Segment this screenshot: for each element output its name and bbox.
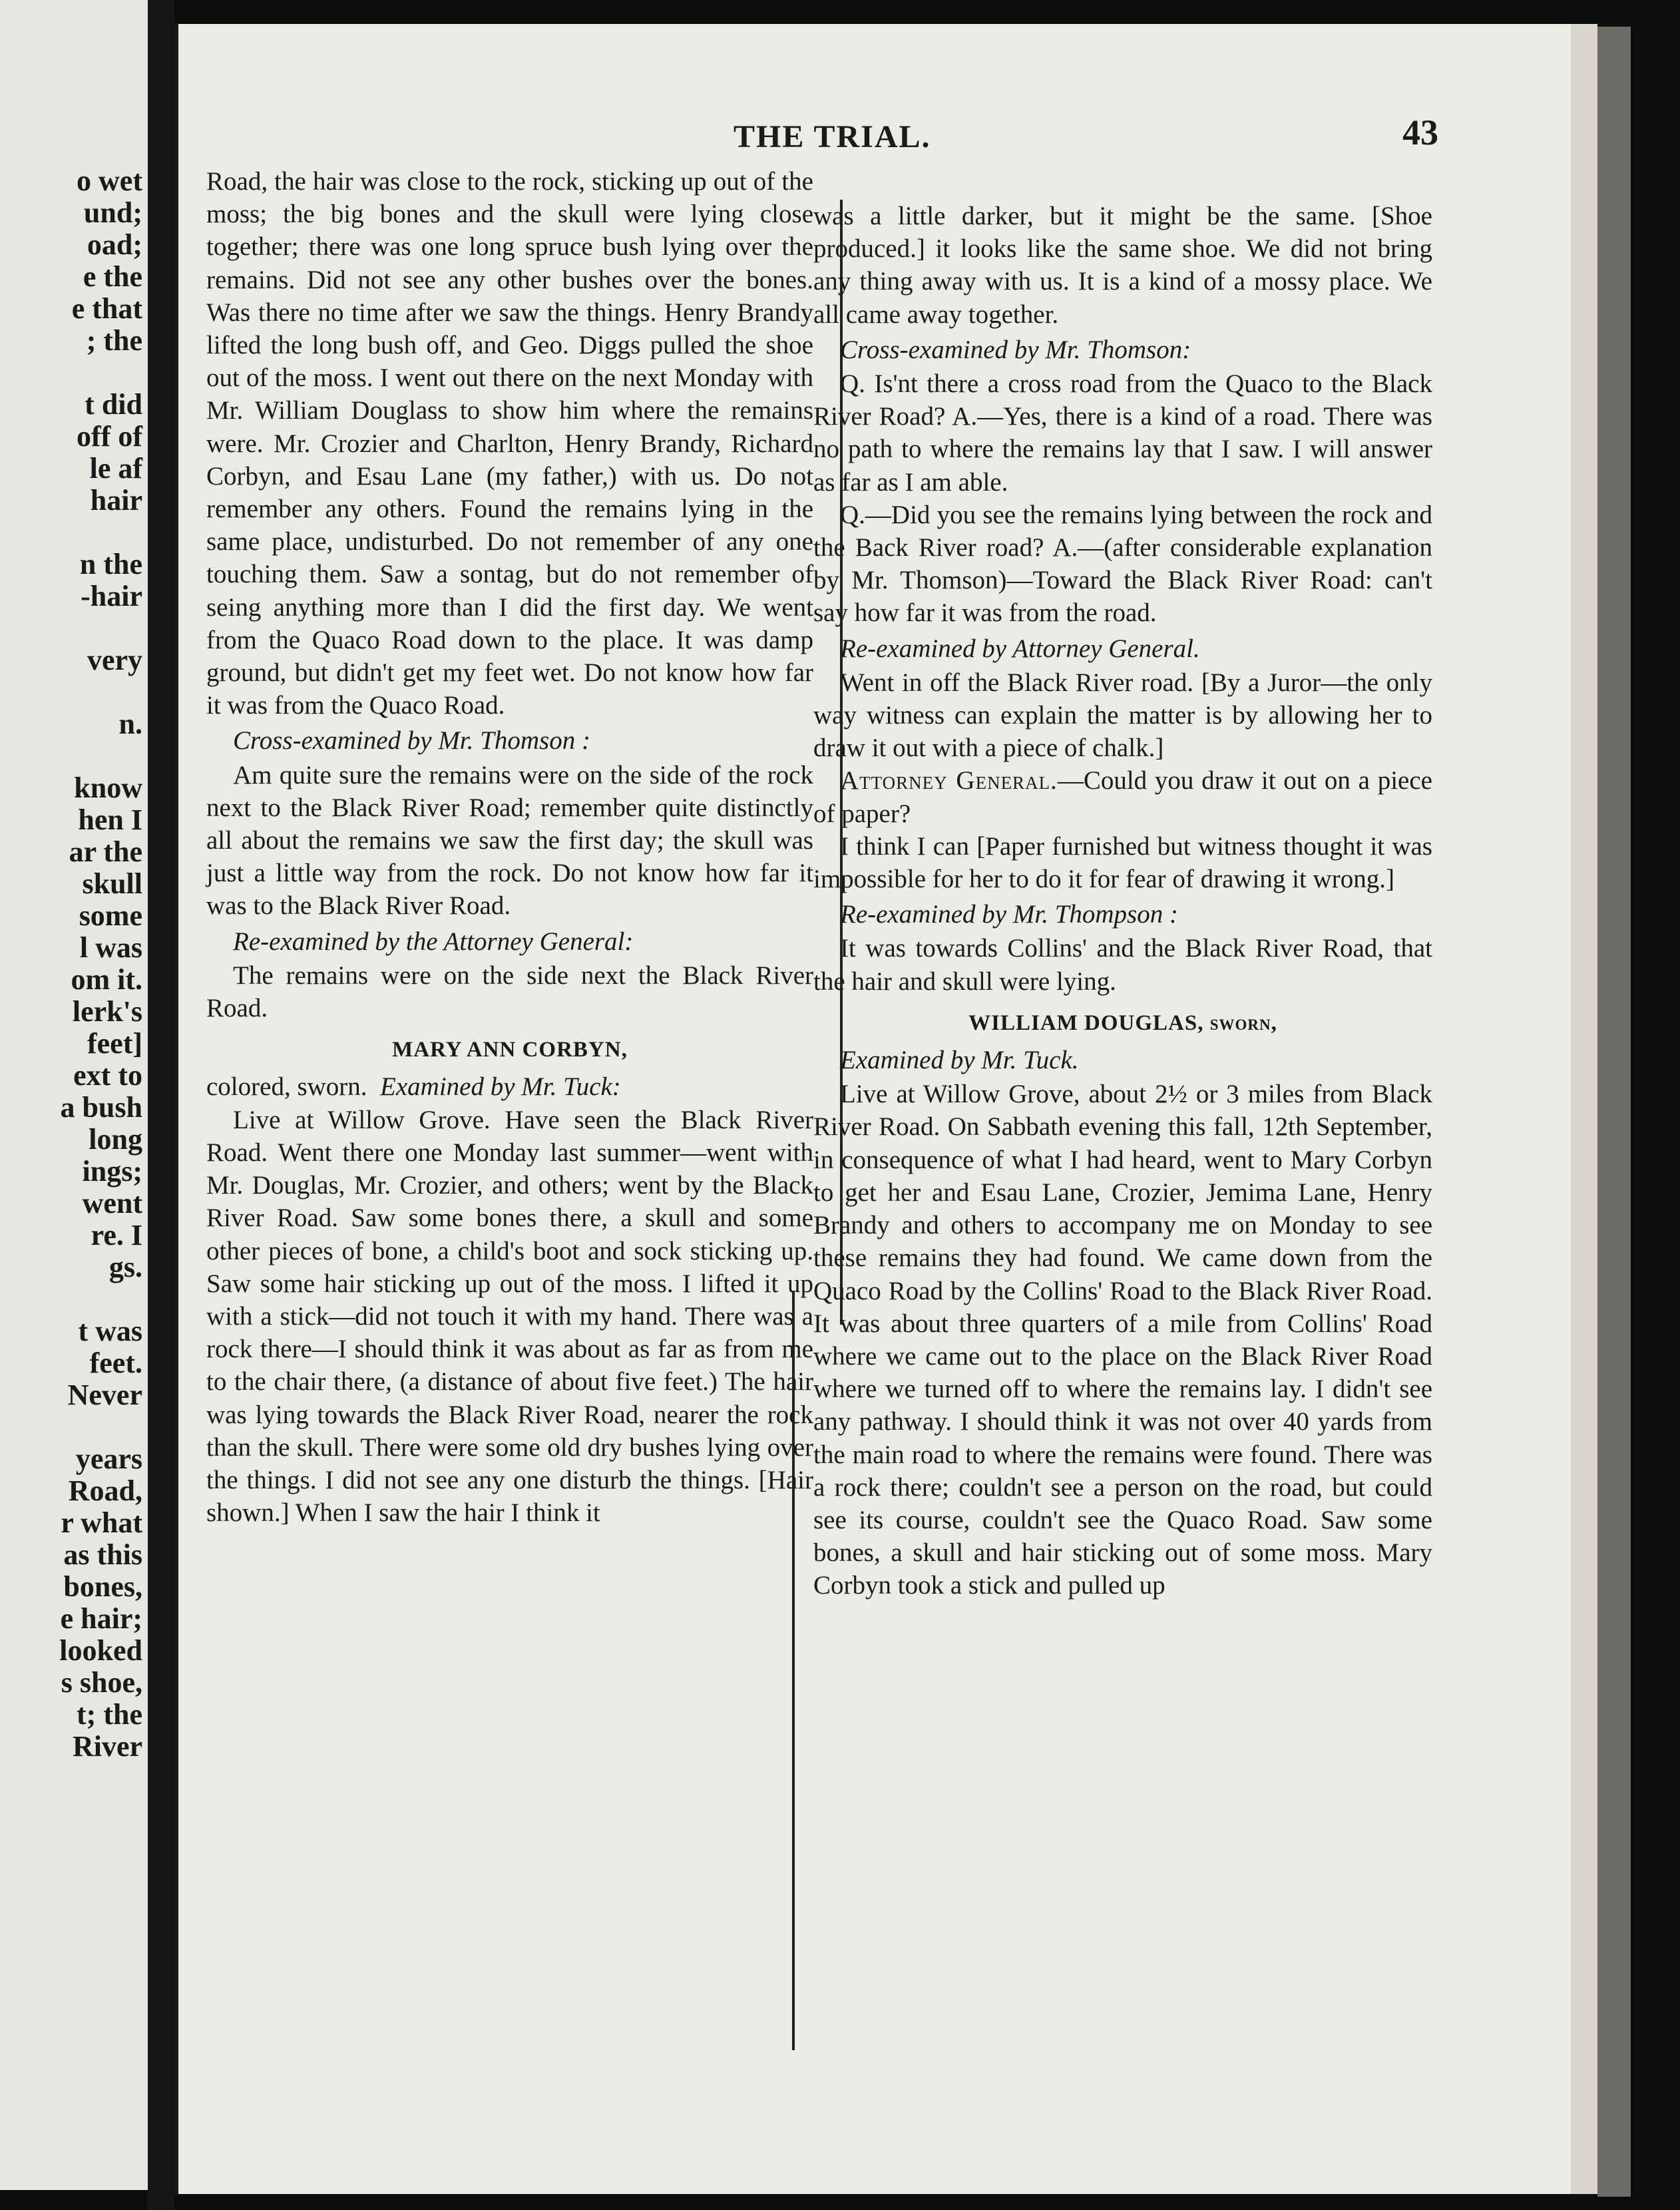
facing-page-line: e hair; [60, 1602, 142, 1635]
book-gutter [148, 0, 174, 2210]
facing-page-line: ; the [86, 324, 142, 357]
facing-page-line: s shoe, [61, 1666, 142, 1699]
facing-page-line: ext to [73, 1059, 142, 1092]
facing-page-line: oad; [87, 228, 142, 261]
facing-page-line: re. I [91, 1219, 142, 1251]
running-head: THE TRIAL. [734, 119, 931, 154]
facing-page-line: as this [63, 1538, 142, 1571]
facing-page-line: le af [89, 452, 142, 485]
testimony-paragraph: Am quite sure the remains were on the side of the rock next to the Black River Road; remember quite distinctly all about the remains we saw the first day; the skull was just a little way from the rock. Do not know how far it was to the Black River Road. [206, 760, 813, 921]
facing-page-line: t was [78, 1315, 142, 1347]
facing-page-line: long [89, 1123, 142, 1156]
speaker-question: —Could you draw it out on a piece of paper? [813, 766, 1432, 828]
cross-examination-heading: Cross-examined by Mr. Thomson : [233, 726, 590, 756]
facing-page-line: very [87, 644, 142, 676]
facing-page-line: r what [61, 1506, 142, 1539]
testimony-paragraph: Live at Willow Grove. Have seen the Black River Road. Went there one Monday last summer—went with Mr. Douglas, Mr. Crozier, and others; went by the Black River Road. Saw some bones there, a skull and some other pieces of bone, a child's boot and sock sticking up. Saw some hair sticking up out of the moss. I lifted it up with a stick—did not touch it with my hand. There was a rock there—I should think it was about as far as from me to the chair there, (a distance of about five feet.) The hair was lying towards the Black River Road, nearer the rock than the skull. There were some old dry bushes lying over the things. I did not see any one disturb the things. [Hair shown.] When I saw the hair I think it [206, 1105, 813, 1528]
testimony-paragraph: Q. Is'nt there a cross road from the Quaco to the Black River Road? A.—Yes, there is a kind of a road. There was no path to where the remains lay that I saw. I will answer as far as I am able. [813, 369, 1432, 497]
facing-page-line: looked [59, 1634, 142, 1667]
facing-page-line: l was [79, 931, 142, 964]
facing-page-line: ings; [82, 1155, 142, 1188]
witness-name: MARY ANN CORBYN, [392, 1038, 628, 1062]
testimony-paragraph: Live at Willow Grove, about 2½ or 3 miles from Black River Road. On Sabbath evening this fall, 12th September, in consequence of what I had heard, went to Mary Corbyn to get her and Esau Lane, Crozier, Jemima Lane, Henry Brandy and others to accompany me on Monday to see these remains they had found. We came down from the Quaco Road by the Collins' Road to the Black River Road. It was about three quarters of a mile from Collins' Road where we came out to the place on the Black River Road where we turned off to where the remains lay. I didn't see any pathway. I should think it was not over 40 yards from the main road to where the remains were found. There was a rock there; couldn't see a person on the road, but could see its course, couldn't see the Quaco Road. Saw some bones, a skull and hair sticking out of some moss. Mary Corbyn took a stick and pulled up [813, 1080, 1432, 1600]
re-examination-heading: Re-examined by the Attorney General: [233, 927, 634, 956]
page-edge-shadow [1597, 27, 1631, 2197]
facing-page-line: n. [118, 708, 142, 740]
facing-page-line: e the [83, 260, 142, 293]
cross-examination-heading: Cross-examined by Mr. Thomson: [840, 335, 1191, 364]
page-number: 43 [1402, 112, 1438, 152]
facing-page-line: hair [90, 484, 142, 517]
facing-page-line: -hair [81, 580, 142, 612]
testimony-paragraph: It was towards Collins' and the Black River Road, that the hair and skull were lying. [813, 934, 1432, 996]
testimony-paragraph: Went in off the Black River road. [By a Juror—the only way witness can explain the matter is by allowing her to draw it out with a piece of chalk.] [813, 668, 1432, 763]
right-column [813, 200, 1432, 1602]
facing-page-line: n the [79, 548, 142, 580]
facing-page-line: off of [77, 420, 142, 453]
testimony-paragraph [813, 764, 1432, 829]
facing-page-line: Road, [68, 1474, 142, 1507]
facing-page-line: gs. [108, 1251, 142, 1283]
facing-page-line: some [79, 899, 142, 932]
facing-page-line: Never [67, 1379, 142, 1411]
facing-page-line: feet] [87, 1027, 142, 1060]
facing-page-line: lerk's [72, 995, 142, 1028]
facing-page-line: ar the [69, 835, 142, 868]
facing-page-line: skull [82, 867, 142, 900]
facing-page-line: River [72, 1730, 142, 1763]
page-header [174, 107, 1571, 160]
witness-intro-line [206, 1070, 813, 1103]
facing-page-line: went [82, 1187, 142, 1219]
facing-page-line: bones, [63, 1570, 142, 1603]
facing-page-line: know [74, 772, 142, 804]
facing-page-line: a bush [60, 1091, 142, 1124]
facing-page-line: years [75, 1442, 142, 1475]
testimony-paragraph: Q.—Did you see the remains lying between the rock and the Back River road? A.—(after considerable explanation by Mr. Thomson)—Toward the Black River Road: can't say how far it was from the road. [813, 500, 1432, 628]
testimony-paragraph: was a little darker, but it might be the same. [Shoe produced.] it looks like the same shoe. We did not bring any thing away with us. It is a kind of a mossy place. We all came away together. [813, 202, 1432, 329]
testimony-paragraph: The remains were on the side next the Black River Road. [206, 961, 813, 1023]
left-column [206, 165, 813, 1529]
facing-page-line: feet. [89, 1347, 142, 1379]
facing-page-line: t did [85, 388, 142, 421]
testimony-paragraph: Road, the hair was close to the rock, sticking up out of the moss; the big bones and the skull were lying close together; there was one long spruce bush lying over the remains. Did not see any other bushes over the bones. Was there no time after we saw the things. Henry Brandy lifted the long bush off, and Geo. Diggs pulled the shoe out of the moss. I went out there on the next Monday with Mr. William Douglass to show him where the remains were. Mr. Crozier and Charlton, Henry Brandy, Richard Corbyn, and Esau Lane (my father,) with us. Do not remember any others. Found the remains lying in the same place, undisturbed. Do not remember of any one touching them. Saw a sontag, but do not remember of seing anything more than I did the first day. We went from the Quaco Road down to the place. It was damp ground, but didn't get my feet wet. Do not know how far it was from the Quaco Road. [206, 167, 813, 720]
facing-page-line: t; the [77, 1698, 142, 1731]
page-edge [1571, 24, 1597, 2194]
facing-page-line: om it. [71, 963, 142, 996]
facing-page-line: hen I [78, 803, 142, 836]
examination-heading: Examined by Mr. Tuck: [380, 1072, 621, 1102]
facing-page-line: und; [83, 196, 142, 229]
re-examination-heading: Re-examined by Mr. Thompson : [840, 900, 1178, 929]
re-examination-heading: Re-examined by Attorney General. [840, 634, 1200, 663]
facing-page-line: o wet [77, 164, 142, 197]
witness-sworn-text: colored, sworn. [206, 1072, 367, 1102]
witness-name: WILLIAM DOUGLAS, sworn, [968, 1010, 1277, 1035]
facing-page-line: e that [71, 292, 142, 325]
examination-heading: Examined by Mr. Tuck. [840, 1046, 1079, 1075]
facing-page-fragment [0, 0, 148, 2190]
testimony-paragraph: I think I can [Paper furnished but witness thought it was impossible for her to do it for fear of drawing it wrong.] [813, 831, 1432, 894]
speaker-label: Attorney General. [840, 766, 1058, 795]
